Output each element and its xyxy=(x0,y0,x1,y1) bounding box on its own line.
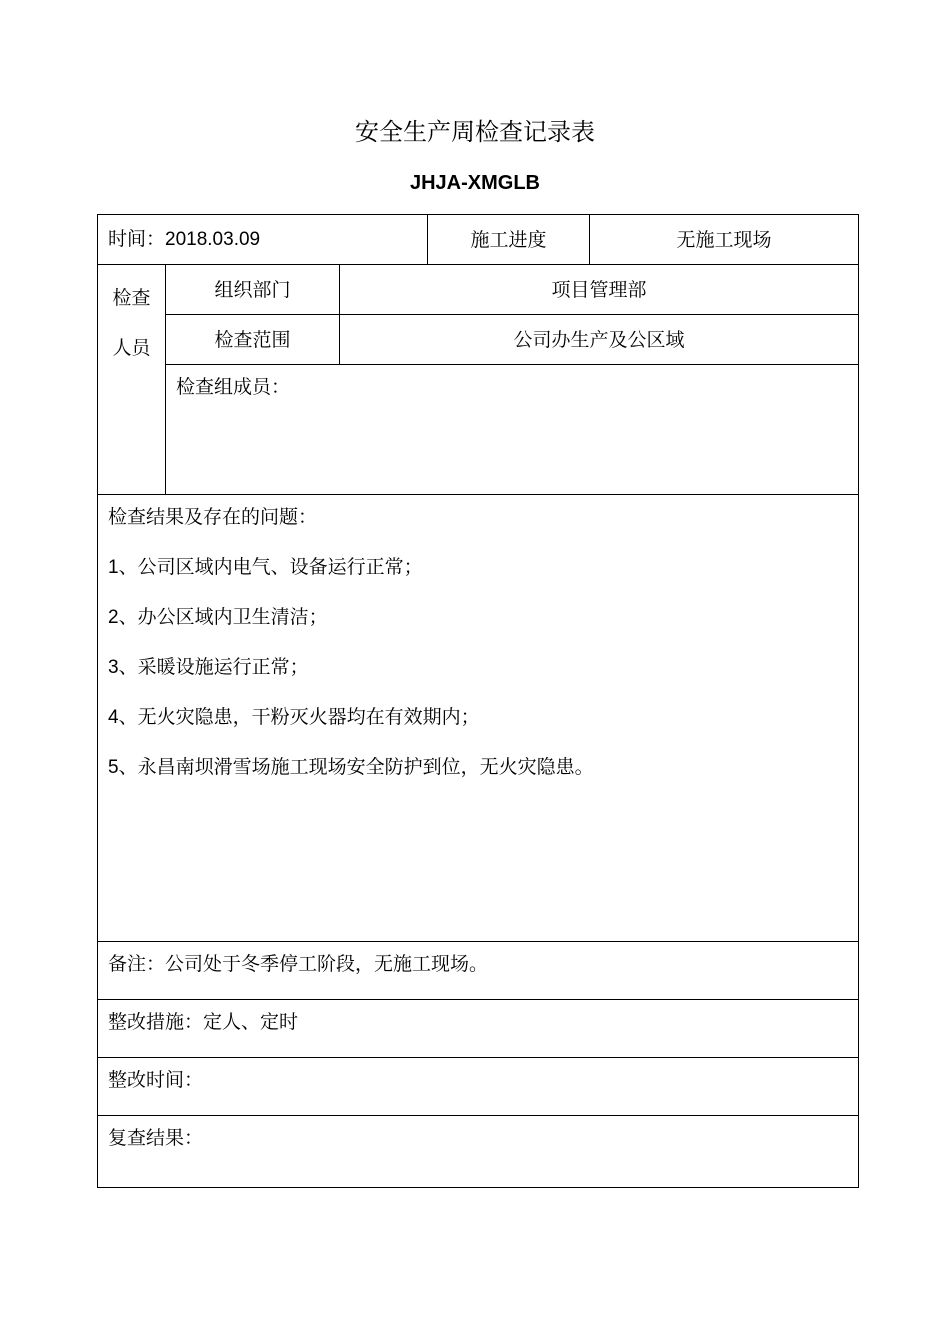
time-cell xyxy=(98,215,428,265)
results-cell xyxy=(98,495,859,942)
table-row-remark xyxy=(98,942,859,1000)
table-row-time xyxy=(98,215,859,265)
table-row-results xyxy=(98,495,859,942)
table-row-department xyxy=(98,265,859,315)
results-label: 检查结果及存在的问题： xyxy=(108,506,318,528)
remark-cell: 备注：公司处于冬季停工阶段，无施工现场。 xyxy=(98,942,859,1000)
progress-value: 无施工现场 xyxy=(590,215,859,265)
department-label: 组织部门 xyxy=(166,265,340,315)
department-value: 项目管理部 xyxy=(340,265,859,315)
table-row-members xyxy=(98,365,859,495)
table-row-measures xyxy=(98,1000,859,1058)
inspectors-label xyxy=(98,265,166,495)
members-cell: 检查组成员： xyxy=(166,365,859,495)
progress-label: 施工进度 xyxy=(428,215,590,265)
inspectors-label-line2: 人员 xyxy=(112,337,151,359)
scope-label: 检查范围 xyxy=(166,315,340,365)
document-code: JHJA-XMGLB xyxy=(409,172,540,194)
result-item: 1、公司区域内电气、设备运行正常； xyxy=(108,556,423,578)
inspectors-label-line1: 检查 xyxy=(112,287,151,309)
table-row-rectification-time xyxy=(98,1058,859,1116)
table-row-scope xyxy=(98,315,859,365)
rectification-time-cell: 整改时间： xyxy=(98,1058,859,1116)
result-item: 5、永昌南坝滑雪场施工现场安全防护到位，无火灾隐患。 xyxy=(108,756,594,778)
result-item: 4、无火灾隐患，干粉灭火器均在有效期内； xyxy=(108,706,480,728)
recheck-result-cell: 复查结果： xyxy=(98,1116,859,1188)
rectification-measures-cell: 整改措施：定人、定时 xyxy=(98,1000,859,1058)
table-row-recheck xyxy=(98,1116,859,1188)
time-value: 2018.03.09 xyxy=(165,229,261,250)
scope-value: 公司办生产及公区域 xyxy=(340,315,859,365)
result-item: 2、办公区域内卫生清洁； xyxy=(108,606,328,628)
page-title: 安全生产周检查记录表 xyxy=(355,118,595,146)
time-label: 时间： xyxy=(108,228,166,250)
inspection-record-table xyxy=(97,214,859,1188)
result-item: 3、采暖设施运行正常； xyxy=(108,656,309,678)
